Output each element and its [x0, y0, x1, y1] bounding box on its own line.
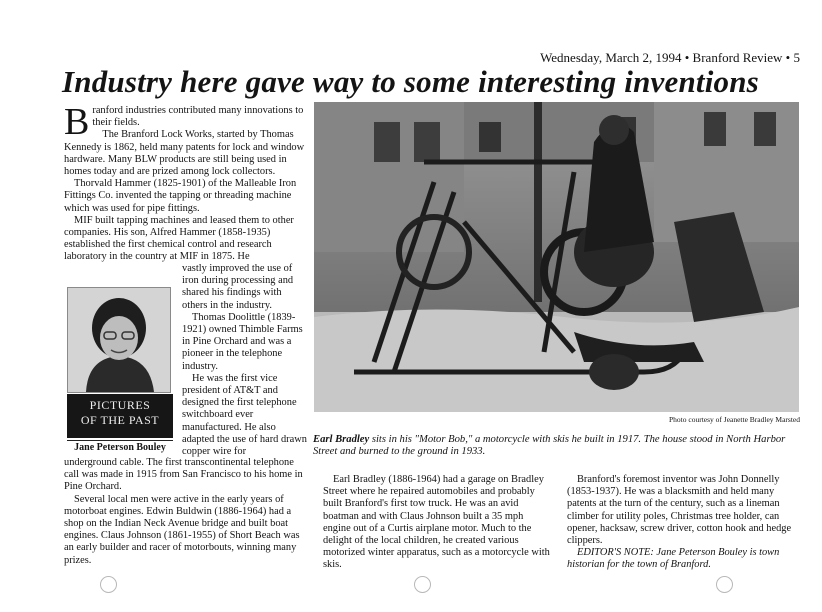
intro-text: ranford industries contributed many innovations to their fields. — [92, 105, 304, 129]
article-column-1-bottom — [64, 457, 310, 567]
drop-cap: B — [64, 101, 90, 143]
photo-credit: Photo courtesy of Jeanette Bradley Marsted — [668, 415, 800, 424]
headline: Industry here gave way to some interesting inventions — [62, 64, 759, 99]
paragraph-hammer: Thorvald Hammer (1825-1901) of the Malleable Iron Fittings Co. invented the tapping or threading machine which was used for pipe fittings. — [64, 178, 297, 214]
article-column-2 — [323, 474, 553, 572]
caption-text: sits in his "Motor Bob," a motorcycle with skis he built in 1917. The house stood in North Harbor Street and burned to the ground in 1933. — [313, 434, 786, 458]
logo-line-2: OF THE PAST — [80, 413, 160, 427]
paragraph-mif: MIF built tapping machines and leased them to other companies. His son, Alfred Hammer (1858-1935) established the first chemical control and research laboratory in the country at MIF in 1875. He — [64, 214, 294, 263]
paragraph-telephone-continued: underground cable. The first transcontinental telephone call was made in 1915 from San Francisco to his home in Pine Orchard. — [64, 457, 303, 493]
paragraph-earl-bradley: Earl Bradley (1886-1964) had a garage on Bradley Street where he repaired automobiles and probably built Branford's first tow truck. He was an avid boatman and with Claus Johnson built a 35 mph engine out of a Curtis airplane motor. Much to the delight of the local children, he created various motorized winter apparatus, such as a motorcycle with skis. — [323, 474, 550, 571]
caption-name: Earl Bradley — [313, 434, 370, 445]
article-column-3 — [567, 474, 803, 572]
editors-note: EDITOR'S NOTE: Jane Peterson Bouley is town historian for the town of Branford. — [567, 547, 780, 571]
portrait-image — [68, 288, 170, 392]
motor-bob-photo — [314, 102, 799, 412]
binder-hole-left — [100, 576, 117, 593]
article-column-1-top — [64, 101, 307, 264]
photo-image — [314, 102, 799, 412]
logo-line-1: PICTURES — [89, 398, 151, 412]
paragraph-motorboats: Several local men were active in the early years of motorboat engines. Edwin Buldwin (1886-1964) had a shop on the Indian Neck Avenue bridge and built boat engines. Claus Johnson (1861-1955) of Short Beach was an early builder and racer of motorbouts, winning many prizes. — [64, 493, 300, 566]
paragraph-doolittle: Thomas Doolittle (1839-1921) owned Thimble Farms in Pine Orchard and was a pioneer in the telephone industry. — [182, 311, 303, 372]
binder-hole-middle — [414, 576, 431, 593]
paragraph-lock-works: The Branford Lock Works, started by Thomas Kennedy is 1862, held many patents for lock and window hardware. Many BLW products are still being used in homes today and are prized among lock collectors. — [64, 129, 305, 178]
paragraph-att: He was the first vice president of AT&T and designed the first telephone switchboard ever manufactured. He also adapted the use of hard drawn copper wire for — [182, 372, 307, 458]
photo-caption — [313, 434, 801, 459]
paragraph-mif-continued: vastly improved the use of iron during processing and shared his findings with others in the industry. — [182, 263, 294, 311]
author-byline: Jane Peterson Bouley — [67, 440, 173, 453]
binder-hole-right — [716, 576, 733, 593]
article-column-1-beside-portrait — [182, 263, 307, 458]
author-portrait — [67, 287, 171, 393]
pictures-of-the-past-logo — [67, 394, 173, 438]
intro-paragraph — [64, 101, 307, 143]
paragraph-donnelly: Branford's foremost inventor was John Donnelly (1853-1937). He was a blacksmith and held many patents at the turn of the century, such as a lineman climber for utility poles, Christmas tree holder, can opener, hacksaw, screw driver, cotton hook and hedge clippers. — [567, 474, 792, 547]
dateline: Wednesday, March 2, 1994 • Branford Review • 5 — [540, 50, 800, 65]
